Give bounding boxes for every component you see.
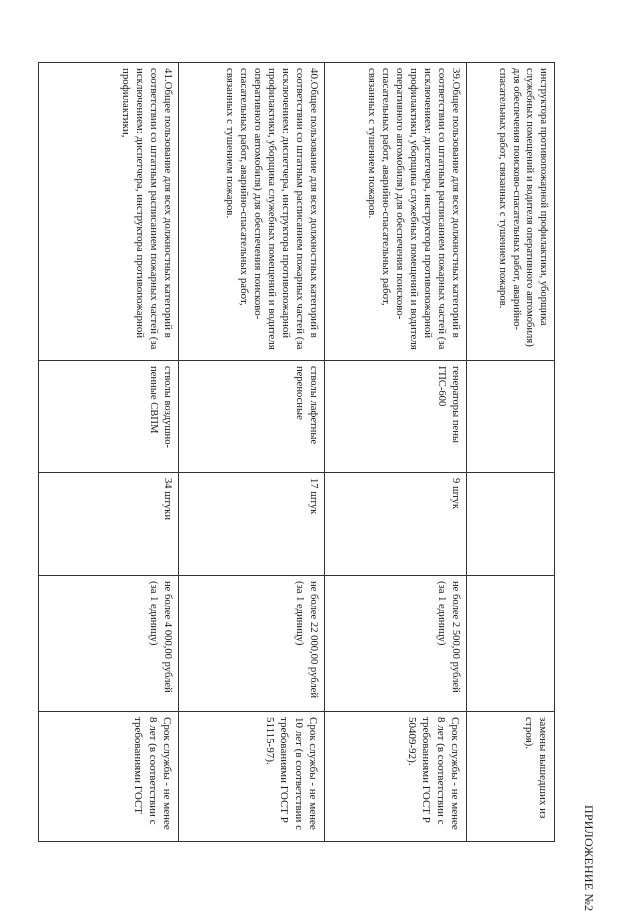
cell-price bbox=[467, 576, 555, 712]
cell-purpose: 41.Общее пользование для всех должностных категорий в соответствии со штатным расписанием пожарных частей (за исключением: диспетчера, инструктора противопожарной профилактики, bbox=[39, 63, 179, 361]
cell-quantity: 17 штук bbox=[179, 473, 325, 576]
table-row bbox=[325, 63, 467, 842]
cell-term: Срок службы - не менее 8 лет (в соответствии с требованиями ГОСТ Р 50409-92). bbox=[325, 712, 467, 842]
appendix-label: ПРИЛОЖЕНИЕ №2 bbox=[582, 805, 596, 911]
cell-purpose: инструктора противопожарной профилактики, уборщика служебных помещений и водителя оперативного автомобиля) для обеспечения поисково-спасательных работ, аварийно-спасательных работ, связанных с тушением пожаров. bbox=[467, 63, 555, 361]
equipment-table bbox=[38, 62, 555, 842]
cell-term: Срок службы - не менее 10 лет (в соответствии с требованиями ГОСТ Р 51115-97). bbox=[179, 712, 325, 842]
cell-item: генераторы пены ГПС-600 bbox=[325, 361, 467, 473]
cell-item: стволы лафетные переносные bbox=[179, 361, 325, 473]
cell-price: не более 4 000,00 рублей (за 1 единицу) bbox=[39, 576, 179, 712]
cell-purpose: 39.Общее пользование для всех должностных категорий в соответствии со штатным расписанием пожарных частей (за исключением: диспетчера, инструктора противопожарной профилактики, уборщика служебных помещений и водителя оперативного автомобиля) для обеспечения поисково-спасательных работ, аварийно-спасательных работ, связанных с тушением пожаров. bbox=[325, 63, 467, 361]
table-row bbox=[467, 63, 555, 842]
cell-price: не более 2 500,00 рублей (за 1 единицу) bbox=[325, 576, 467, 712]
cell-term: замены вышедших из строя). bbox=[467, 712, 555, 842]
cell-purpose: 40.Общее пользование для всех должностных категорий в соответствии со штатным расписанием пожарных частей (за исключением: диспетчера, инструктора противопожарной профилактики, уборщика служебных помещений и водителя оперативного автомобиля) для обеспечения поисково-спасательных работ, аварийно-спасательных работ, связанных с тушением пожаров. bbox=[179, 63, 325, 361]
cell-item bbox=[467, 361, 555, 473]
table-row bbox=[39, 63, 179, 842]
cell-quantity bbox=[467, 473, 555, 576]
cell-item: стволы воздушно-пенные СВПМ bbox=[39, 361, 179, 473]
cell-quantity: 34 штуки bbox=[39, 473, 179, 576]
cell-price: не более 22 000,00 рублей (за 1 единицу) bbox=[179, 576, 325, 712]
cell-term: Срок службы - не менее 8 лет (в соответствии с требованиями ГОСТ bbox=[39, 712, 179, 842]
table-row bbox=[179, 63, 325, 842]
cell-quantity: 9 штук bbox=[325, 473, 467, 576]
